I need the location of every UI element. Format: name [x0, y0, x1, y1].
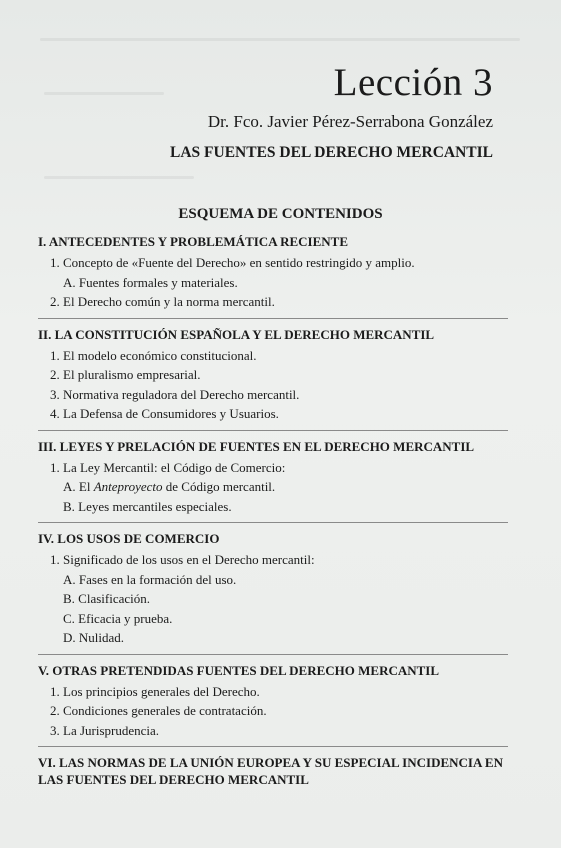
list-item: 1. Concepto de «Fuente del Derecho» en sentido restringido y amplio.	[50, 255, 415, 270]
schema-title: ESQUEMA DE CONTENIDOS	[178, 206, 383, 222]
section-divider	[38, 318, 508, 319]
list-item: 3. La Jurisprudencia.	[50, 722, 160, 738]
list-subitem-suffix: de Código mercantil.	[162, 479, 276, 494]
section-1	[38, 233, 508, 312]
section-6	[38, 754, 508, 788]
section-heading: VI. LAS NORMAS DE LA UNIÓN EUROPEA Y SU ESPECIAL INCIDENCIA EN LAS FUENTES DEL DERECHO MERCANTIL	[38, 755, 503, 787]
list-item: 2. El pluralismo empresarial.	[50, 367, 201, 382]
section-heading: I. ANTECEDENTES Y PROBLEMÁTICA RECIENTE	[38, 234, 349, 249]
bleed-through-line	[40, 38, 520, 41]
section-divider	[38, 430, 508, 431]
list-item: 2. El Derecho común y la norma mercantil.	[50, 294, 275, 309]
list-item: 1. La Ley Mercantil: el Código de Comercio:	[50, 459, 286, 475]
contents-outline	[38, 233, 508, 791]
list-subitem: B. Leyes mercantiles especiales.	[63, 498, 232, 514]
chapter-title: LAS FUENTES DEL DERECHO MERCANTIL	[170, 144, 493, 161]
lesson-title: Lección 3	[333, 61, 493, 104]
section-4	[38, 530, 508, 648]
bleed-through-line	[44, 176, 194, 179]
section-3	[38, 438, 508, 517]
list-item: 2. Condiciones generales de contratación.	[50, 703, 267, 718]
list-subitem-prefix: A. El	[63, 479, 94, 494]
author-name: Dr. Fco. Javier Pérez-Serrabona González	[207, 112, 493, 131]
section-divider	[38, 654, 508, 655]
list-item: 1. El modelo económico constitucional.	[50, 347, 257, 363]
section-5	[38, 662, 508, 741]
list-subitem: D. Nulidad.	[63, 630, 125, 645]
list-item: 4. La Defensa de Consumidores y Usuarios.	[50, 406, 279, 421]
section-divider	[38, 522, 508, 523]
section-2	[38, 326, 508, 424]
section-heading: V. OTRAS PRETENDIDAS FUENTES DEL DERECHO MERCANTIL	[38, 662, 440, 678]
section-heading: III. LEYES Y PRELACIÓN DE FUENTES EN EL DERECHO MERCANTIL	[38, 438, 475, 454]
list-subitem-italic: Anteproyecto	[93, 479, 163, 494]
list-subitem: A. Fuentes formales y materiales.	[63, 274, 238, 290]
list-item: 3. Normativa reguladora del Derecho mercantil.	[50, 386, 300, 402]
section-heading: IV. LOS USOS DE COMERCIO	[38, 531, 220, 546]
list-subitem	[38, 477, 508, 497]
list-subitem: B. Clasificación.	[63, 591, 151, 606]
list-subitem: C. Eficacia y prueba.	[63, 610, 173, 626]
list-item: 1. Los principios generales del Derecho.	[50, 683, 260, 699]
section-heading: II. LA CONSTITUCIÓN ESPAÑOLA Y EL DERECHO MERCANTIL	[38, 326, 435, 342]
section-divider	[38, 746, 508, 747]
list-item: 1. Significado de los usos en el Derecho mercantil:	[50, 552, 315, 567]
list-subitem: A. Fases en la formación del uso.	[63, 571, 237, 587]
bleed-through-line	[44, 92, 164, 95]
